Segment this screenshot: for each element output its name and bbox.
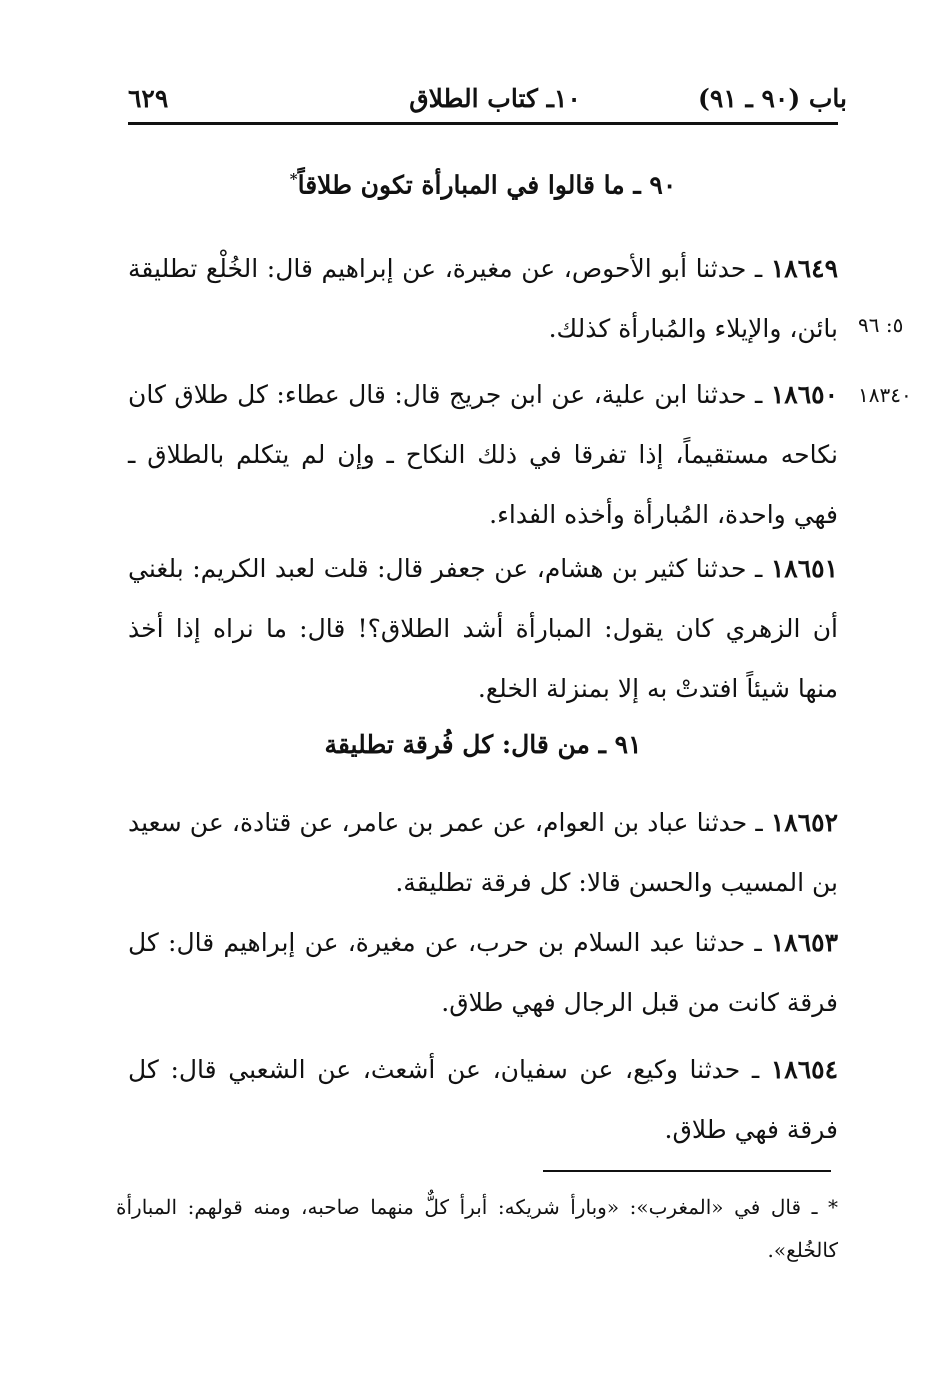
- section-title-text: ٩٠ ـ ما قالوا في المبارأة تكون طلاقاً: [297, 170, 677, 200]
- hadith-entry-18650: [128, 365, 838, 545]
- hadith-entry-18653: [128, 913, 838, 1033]
- header-rule: [128, 122, 838, 125]
- hadith-entry-18652: [128, 793, 838, 913]
- hadith-text: ـ حدثنا وكيع، عن سفيان، عن أشعث، عن الشعبي قال: كل فرقة فهي طلاق.: [128, 1055, 838, 1144]
- hadith-text: ـ حدثنا عبد السلام بن حرب، عن مغيرة، عن إبراهيم قال: كل فرقة كانت من قبل الرجال فهي طلاق.: [128, 928, 838, 1017]
- hadith-number: ١٨٦٥١: [770, 554, 838, 583]
- margin-reference: ٥: ٩٦: [858, 313, 904, 337]
- footnote: * ـ قال في «المغرب»: «وبارأ شريكه: أبرأ كلٌّ منهما صاحبه، ومنه قولهم: المبارأة كالخُلع».: [116, 1195, 838, 1262]
- hadith-text: ـ حدثنا كثير بن هشام، عن جعفر قال: قلت لعبد الكريم: بلغني أن الزهري كان يقول: المبارأة أشد الطلاق؟! قال: ما نراه إذا أخذ منها شيئاً افتدتْ به إلا بمنزلة الخلع.: [128, 554, 838, 703]
- hadith-text: ـ حدثنا أبو الأحوص، عن مغيرة، عن إبراهيم قال: الخُلْع تطليقة بائن، والإيلاء والمُبارأة كذلك.: [128, 254, 838, 343]
- hadith-number: ١٨٦٥٤: [770, 1055, 838, 1084]
- hadith-text: ـ حدثنا ابن علية، عن ابن جريج قال: قال عطاء: كل طلاق كان نكاحه مستقيماً، إذا تفرقا في ذلك النكاح ـ وإن لم يتكلم بالطلاق ـ فهي واحدة، المُبارأة وأخذه الفداء.: [128, 380, 838, 529]
- hadith-number: ١٨٦٥٠: [770, 380, 838, 409]
- hadith-number: ١٨٦٤٩: [770, 254, 838, 283]
- hadith-number: ١٨٦٥٣: [770, 928, 838, 957]
- hadith-text: ـ حدثنا عباد بن العوام، عن عمر بن عامر، عن قتادة، عن سعيد بن المسيب والحسن قالا: كل فرقة تطليقة.: [128, 808, 838, 897]
- footnote-marker: *: [289, 170, 298, 188]
- margin-reference: ١٨٣٤٠: [858, 383, 912, 407]
- book-title: ١٠ـ كتاب الطلاق: [409, 84, 581, 113]
- hadith-entry-18654: [128, 1040, 838, 1160]
- hadith-entry-18651: [128, 539, 838, 719]
- section-title-text: ٩١ ـ من قال: كل فُرقة تطليقة: [324, 730, 642, 759]
- footnote-rule: [543, 1170, 831, 1172]
- section-90-title: [128, 170, 838, 199]
- hadith-number: ١٨٦٥٢: [770, 808, 838, 837]
- page-number: ٦٢٩: [128, 84, 169, 113]
- chapter-range: باب (٩٠ ـ ٩١): [698, 84, 847, 113]
- section-91-title: [128, 730, 838, 759]
- hadith-entry-18649: [128, 239, 838, 359]
